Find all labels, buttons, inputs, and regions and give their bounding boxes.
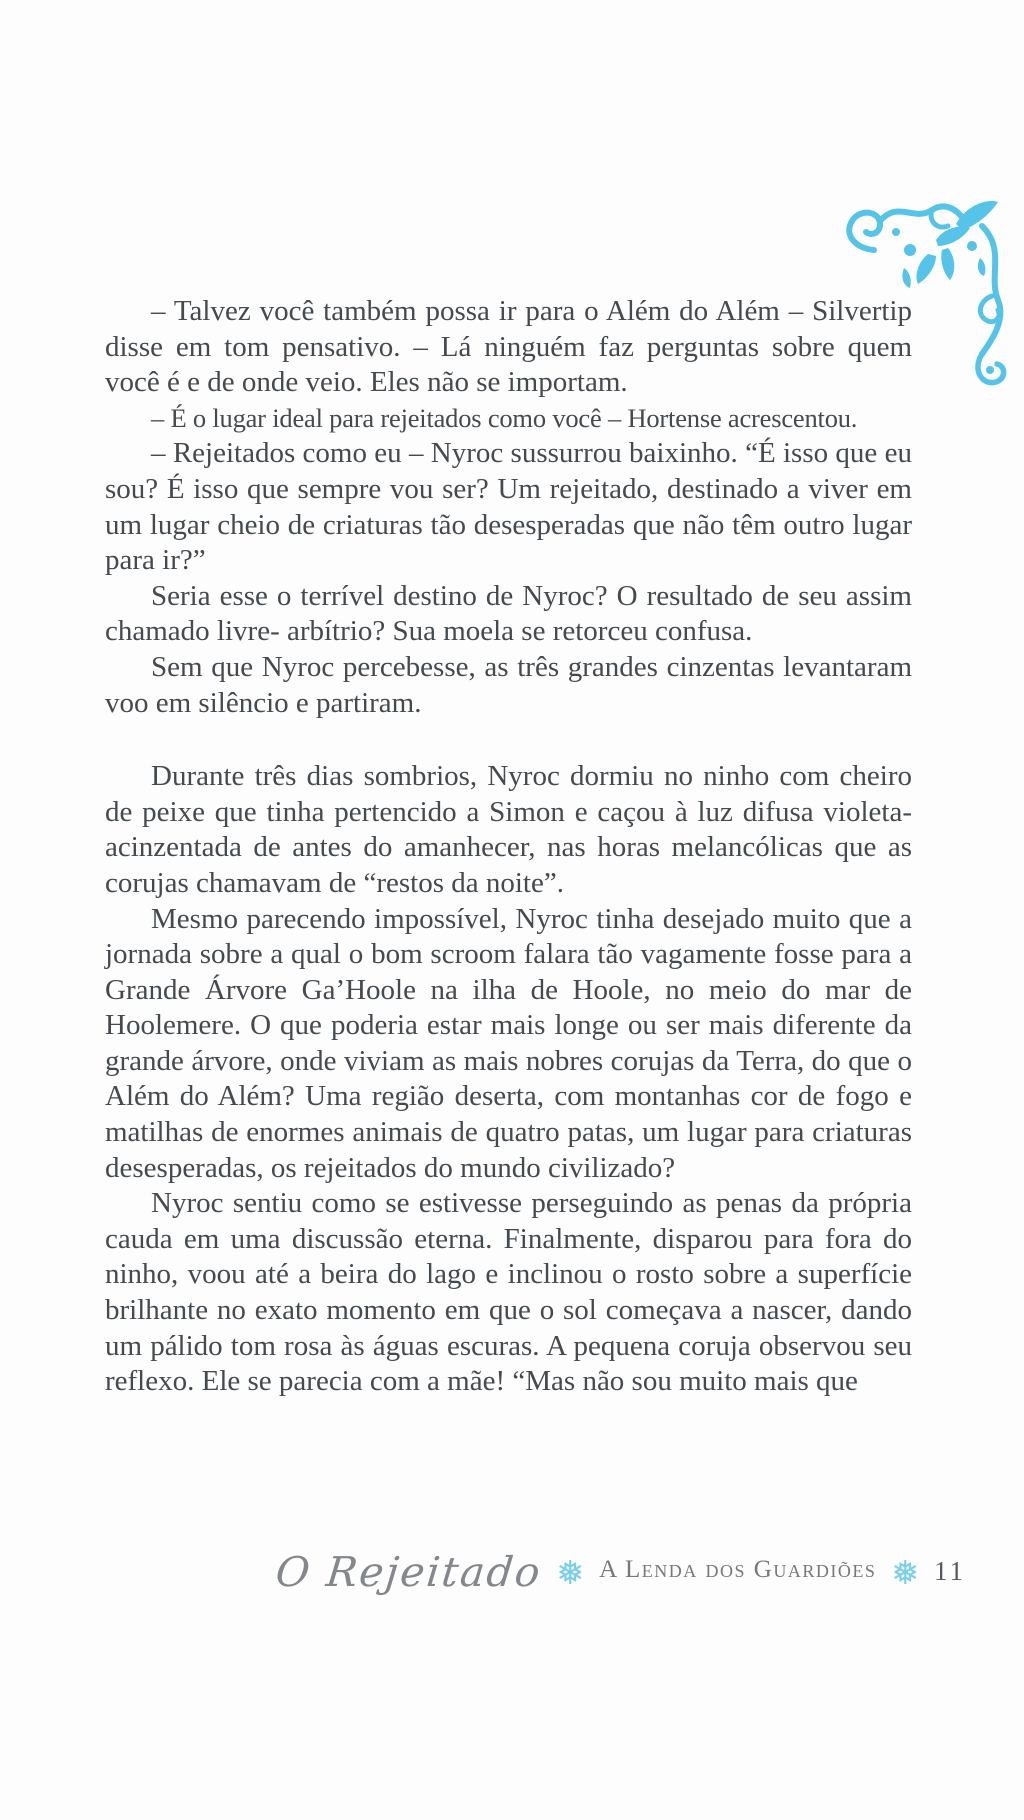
page-footer [0, 1548, 966, 1596]
paragraph: Nyroc sentiu como se estivesse perseguindo as penas da própria cauda em uma discussão eterna. Finalmente, disparou para fora do ninho, voou até a beira do lago e inclinou o rosto sobre a superfície brilhante no exato momento em que o sol começava a nascer, dando um pálido tom rosa às águas escuras. A pequena coruja observou seu reflexo. Ele se parecia com a mãe! “Mas não sou muito mais que [105, 1187, 912, 1398]
book-title: O Rejeitado [273, 1548, 544, 1596]
paragraph: Mesmo parecendo impossível, Nyroc tinha desejado muito que a jornada sobre a qual o bom scroom falara tão vagamente fosse para a Grande Árvore Ga’Hoole na ilha de Hoole, no meio do mar de Hoolemere. O que poderia estar mais longe ou ser mais diferente da grande árvore, onde viviam as mais nobres corujas da Terra, do que o Além do Além? Uma região deserta, com montanhas cor de fogo e matilhas de enormes animais de quatro patas, um lugar para criaturas desesperadas, os rejeitados do mundo civilizado? [105, 902, 912, 1184]
snowflake-icon: ❅ [891, 1552, 919, 1592]
series-title: A Lenda dos Guardiões [599, 1556, 877, 1583]
paragraph: Durante três dias sombrios, Nyroc dormiu no ninho com cheiro de peixe que tinha pertencido a Simon e caçou à luz difusa violeta-acinzentada de antes do amanhecer, nas horas melancólicas que as corujas chamavam de “restos da noite”. [105, 760, 912, 899]
snowflake-icon: ❅ [556, 1552, 585, 1592]
paragraph: – Talvez você também possa ir para o Além do Além – Silvertip disse em tom pensativo. – Lá ninguém faz perguntas sobre quem você é e de onde veio. Eles não se importam. [105, 295, 912, 399]
page-text-block [105, 294, 912, 1400]
paragraph: Sem que Nyroc percebesse, as três grandes cinzentas levantaram voo em silêncio e partiram. [105, 650, 912, 719]
paragraph: – Rejeitados como eu – Nyroc sussurrou baixinho. “É isso que eu sou? É isso que sempre vou ser? Um rejeitado, destinado a viver em um lugar cheio de criaturas tão desesperadas que não têm outro lugar para ir?” [105, 437, 912, 577]
paragraph: Seria esse o terrível destino de Nyroc? O resultado de seu assim chamado livre- arbítrio? Sua moela se retorceu confusa. [105, 579, 912, 648]
paragraph: – É o lugar ideal para rejeitados como você – Hortense acrescentou. [151, 402, 858, 433]
page-number: 11 [934, 1555, 966, 1586]
